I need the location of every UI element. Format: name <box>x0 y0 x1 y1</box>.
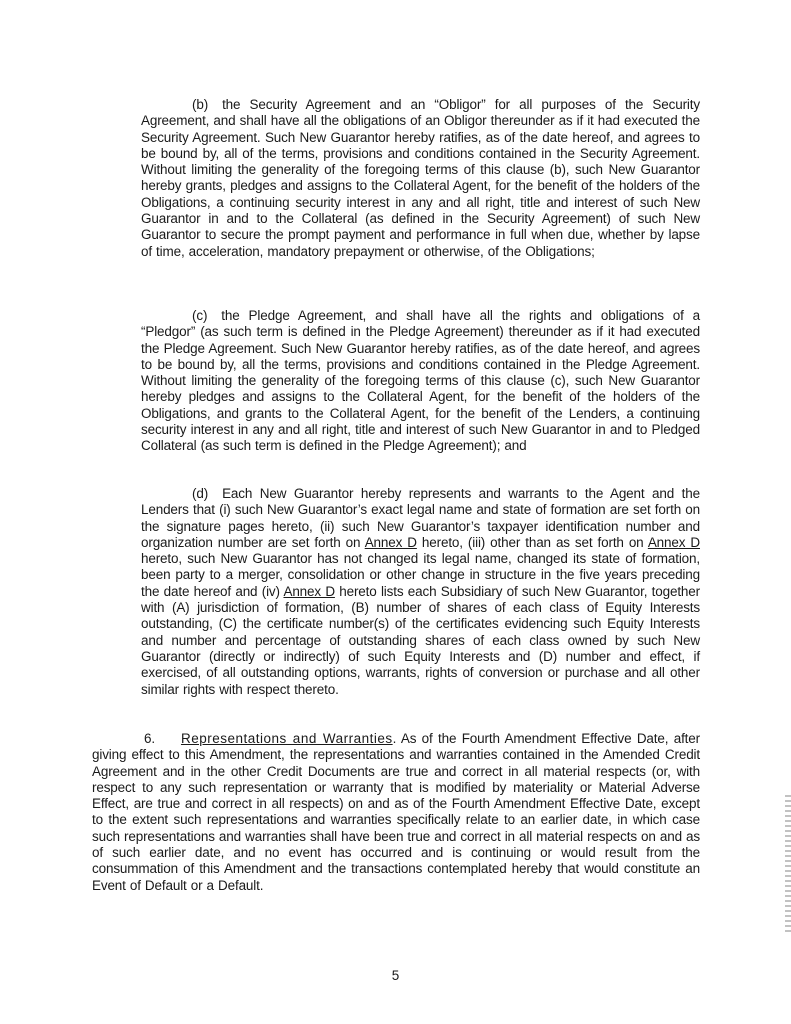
clause-label-c: (c) <box>192 308 208 323</box>
paragraph-d-text-2: hereto, (iii) other than as set forth on <box>416 534 648 550</box>
page-number: 5 <box>391 968 400 983</box>
section-6-text: . As of the Fourth Amendment Effective Date, after giving effect to this Amendment, the representations and warranties contained in the Amended Credit Agreement and in the other Credit Documents are true and correct in all material respects (or, with respect to any such representation or warranty that is modified by materiality or Material Adverse Effect, are true and correct in all respects) on and as of the Fourth Amendment Effective Date, except to the extent such representations and warranties specifically relate to an earlier date, in which case such representations and warranties shall have been true and correct in all material respects on and as of such earlier date, and no event has occurred and is continuing or would result from the consummation of this Amendment and the transactions contemplated hereby that would constitute an Event of Default or a Default. <box>92 731 700 893</box>
paragraph-d-text-4: hereto lists each Subsidiary of such New Guarantor, together with (A) jurisdiction of formation, (B) number of shares of each class of Equity Interests outstanding, (C) the certificate number(s) of the certificates evidencing such Equity Interests and number and percentage of outstanding shares of each class owned by such New Guarantor (directly or indirectly) of such Equity Interests and (D) number and effect, if exercised, of all outstanding options, warrants, rights of conversion or purchase and all other similar rights with respect thereto. <box>141 583 700 697</box>
paragraph-c <box>141 308 700 455</box>
section-6-number: 6. <box>144 731 155 746</box>
annex-d-reference: Annex D <box>647 534 700 550</box>
paragraph-d-text-1: Each New Guarantor hereby represents and warrants to the Agent and the Lenders that (i) such New Guarantor’s exact legal name and state of formation are set forth on the signature pages hereto, (ii) such New Guarantor’s taxpayer identification number and organization number are set forth on <box>141 486 700 550</box>
paragraph-b <box>141 97 700 260</box>
paragraph-d-text-3: hereto, such New Guarantor has not changed its legal name, changed its state of formation, been party to a merger, consolidation or other change in structure in the five years preceding the date hereof and (iv) <box>141 551 700 599</box>
section-6-heading: Representations and Warranties <box>180 731 393 746</box>
annex-d-reference: Annex D <box>364 534 417 550</box>
clause-label-b: (b) <box>192 97 209 112</box>
clause-label-d: (d) <box>192 486 209 501</box>
paragraph-b-text: the Security Agreement and an “Obligor” for all purposes of the Security Agreement, and shall have all the obligations of an Obligor thereunder as if it had executed the Security Agreement. Such New Guarantor hereby ratifies, as of the date hereof, and agrees to be bound by, all of the terms, provisions and conditions contained in the Security Agreement. Without limiting the generality of the foregoing terms of this clause (b), such New Guarantor hereby grants, pledges and assigns to the Collateral Agent, for the benefit of the holders of the Obligations, a continuing security interest in any and all right, title and interest of such New Guarantor in and to the Collateral (as defined in the Security Agreement) of such New Guarantor to secure the prompt payment and performance in full when due, whether by lapse of time, acceleration, mandatory prepayment or otherwise, of the Obligations; <box>141 97 700 259</box>
paragraph-c-text: the Pledge Agreement, and shall have all the rights and obligations of a “Pledgor” (as such term is defined in the Pledge Agreement) thereunder as if it had executed the Pledge Agreement. Such New Guarantor hereby ratifies, as of the date hereof, and agrees to be bound by, all the terms, provisions and conditions contained in the Pledge Agreement. Without limiting the generality of the foregoing terms of this clause (c), such New Guarantor hereby pledges and assigns to the Collateral Agent, for the benefit of the holders of the Obligations, and grants to the Collateral Agent, for the benefit of the Lenders, a continuing security interest in any and all right, title and interest of such New Guarantor in and to Pledged Collateral (as such term is defined in the Pledge Agreement); and <box>141 308 700 454</box>
annex-d-reference: Annex D <box>283 583 335 599</box>
scan-edge-artifact <box>785 795 791 935</box>
section-6 <box>92 731 700 894</box>
paragraph-d <box>141 486 700 698</box>
